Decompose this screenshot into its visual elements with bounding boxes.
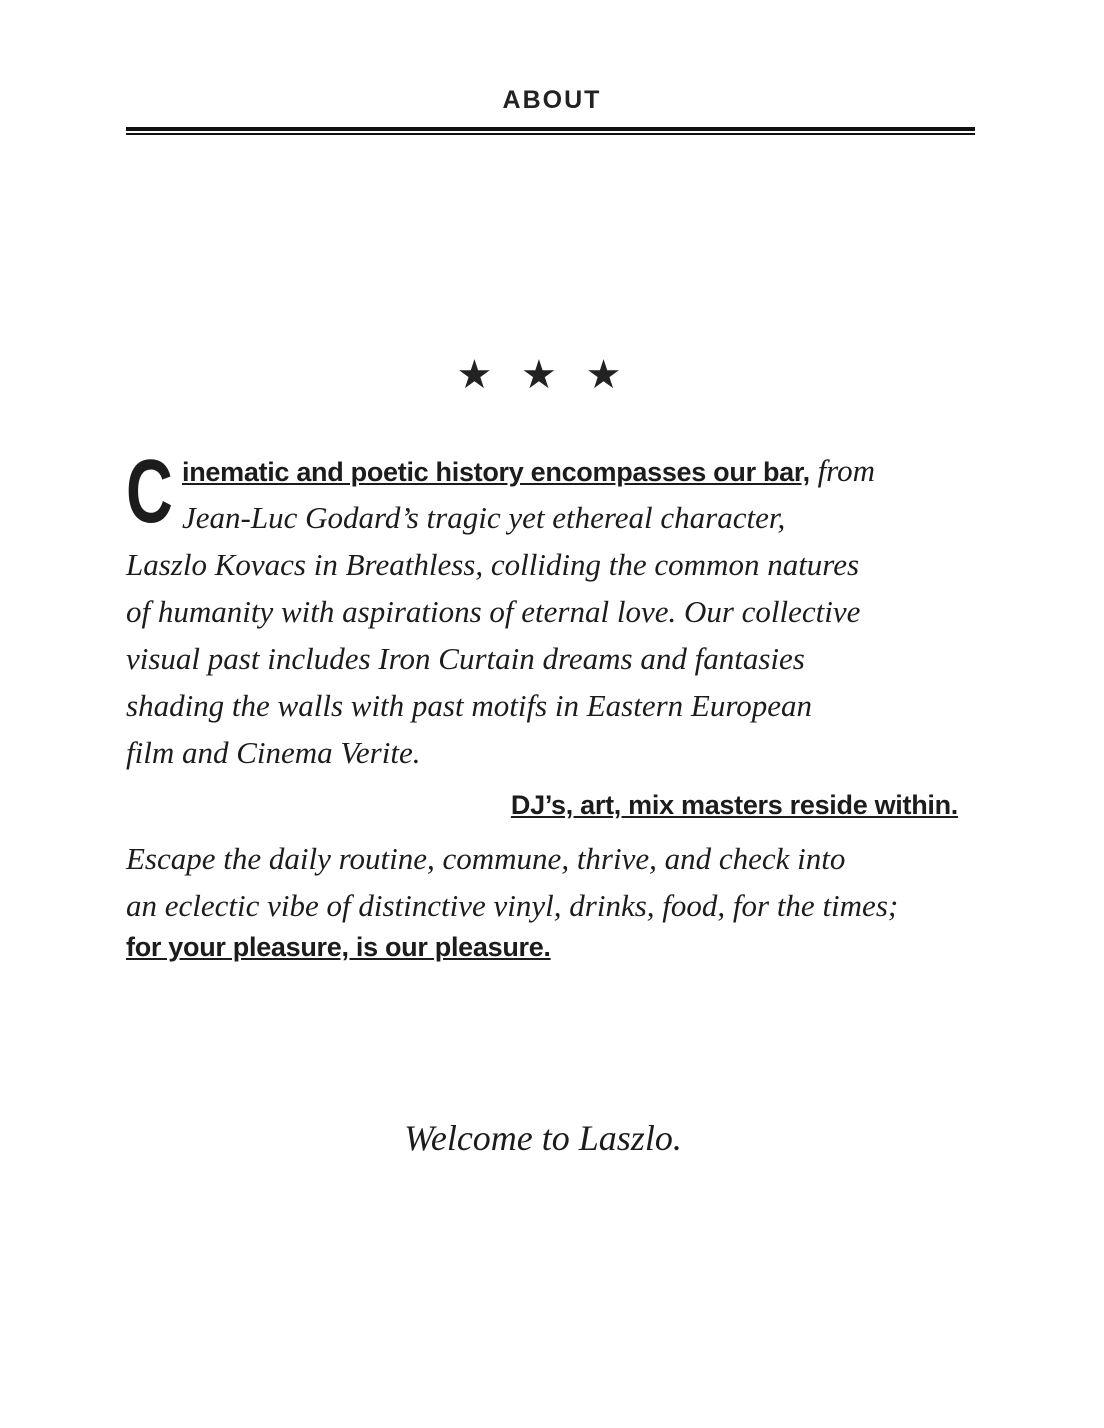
page-title: ABOUT — [502, 86, 602, 114]
star-ornament-icon: ★ ★ ★ — [456, 352, 630, 398]
escape-line-1: Escape the daily routine, commune, thrive, and check into — [126, 841, 846, 876]
header-rule-thin — [126, 133, 975, 135]
story-line-5: visual past includes Iron Curtain dreams and fantasies — [126, 641, 805, 676]
story-line-3: Laszlo Kovacs in Breathless, colliding the common natures — [126, 547, 860, 582]
pleasure-link[interactable]: for your pleasure, is our pleasure. — [126, 932, 551, 962]
escape-line-2: an eclectic vibe of distinctive vinyl, drinks, food, for the times; — [126, 888, 899, 923]
header-rule-thick — [126, 127, 975, 131]
story-paragraph — [126, 442, 966, 776]
dj-link[interactable]: DJ’s, art, mix masters reside within. — [510, 790, 958, 820]
story-line-7: film and Cinema Verite. — [126, 735, 421, 770]
drop-cap: C — [126, 442, 173, 542]
story-line-1 — [126, 447, 966, 494]
story-lead-link[interactable]: inematic and poetic history encompasses our bar, — [182, 457, 810, 487]
story-line-6: shading the walls with past motifs in Eastern European — [126, 688, 813, 723]
escape-paragraph — [126, 835, 986, 929]
story-line-4: of humanity with aspirations of eternal love. Our collective — [126, 594, 861, 629]
story-line-1-tail: from — [809, 453, 875, 488]
welcome-text: Welcome to Laszlo. — [404, 1118, 682, 1158]
story-line-2: Jean-Luc Godard’s tragic yet ethereal character, — [182, 500, 786, 535]
